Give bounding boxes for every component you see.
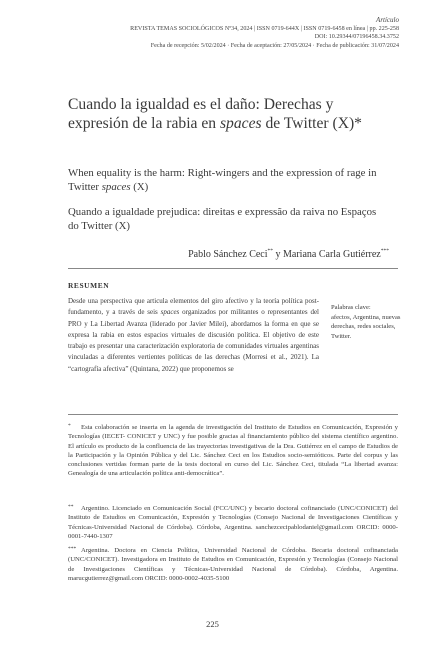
footnote-3	[68, 545, 398, 583]
abstract-part-b: organizados por militantes o representantes del PRO y La Libertad Avanza (liderado por Javier Milei), abordamos la forma en que se expresa la rabia en estos espacios virtuales de discusión política. El objetivo de este trabajo es presentar una caracterización exploratoria de comunidades virtuales argentinas vinculadas a diferentes vertientes políticas de las derechas (Morresi et al., 2021). La “cartografía afectiva” (Quintana, 2022) que proponemos se	[68, 308, 319, 373]
abstract-part-a: Desde una perspectiva que articula elementos del giro afectivo y la teoría política post-fundamento, y a través de seis	[68, 297, 319, 317]
keywords-box	[331, 303, 401, 341]
footnote-divider	[68, 414, 398, 415]
footnote-2-text: Argentino. Licenciado en Comunicación Social (FCC/UNC) y becario doctoral cofinanciado (UNC/CONICET) del Instituto de Estudios en Comunicación, Expresión y Tecnologías (Consejo Nacional de Investigaciones Científicas y Técnicas-Universidad Nacional de Córdoba). Córdoba, Argentina. sanchezcecipablodaniel@gmail.com ORCID: 0000-0001-7440-1307	[68, 505, 398, 540]
keywords-label: Palabras clave:	[331, 304, 371, 311]
journal-header	[130, 16, 399, 50]
footnote-2	[68, 503, 398, 541]
title-spanish	[68, 95, 388, 133]
abstract-text	[68, 296, 319, 375]
footnote-2-mark: **	[68, 504, 74, 510]
dates-line: Fecha de recepción: 5/02/2024 · Fecha de aceptación: 27/05/2024 · Fecha de publicación: 31/07/2024	[150, 42, 399, 49]
title-es-italic: spaces	[219, 115, 262, 132]
footnote-1-mark: *	[68, 423, 71, 429]
author-line	[188, 245, 389, 261]
section-label: Artículo	[376, 16, 399, 24]
author-2-mark[interactable]: ***	[380, 248, 389, 254]
journal-line: REVISTA TEMAS SOCIOLÓGICOS Nº34, 2024 | ISSN 0719-644X | ISSN 0719-6458 en línea | pp. 225-258	[130, 25, 399, 32]
footnote-3-text: Argentina. Doctora en Ciencia Política, Universidad Nacional de Córdoba. Becaria doctoral cofinanciada (UNC/CONICET). Investigadora en Instituto de Estudios en Comunicación, Expresión y Tecnologías (Consejo Nacional de Investigaciones Científicas y Técnicas-Universidad Nacional de Córdoba). Córdoba, Argentina. marucgutierrez@gmail.com ORCID: 0000-0002-4035-5100	[68, 547, 398, 582]
footnote-1	[68, 422, 398, 479]
page-number: 225	[206, 619, 219, 629]
title-es-part2: de Twitter (X)*	[261, 115, 362, 132]
author-connector: y	[273, 249, 284, 260]
title-en-part1: When equality is the harm: Right-wingers and the expression of rage in Twitter	[68, 167, 377, 194]
title-portuguese: Quando a igualdade prejudica: direitas e expressão da raiva no Espaços do Twitter (X)	[68, 206, 377, 233]
author-1-mark[interactable]: **	[267, 248, 274, 254]
keywords-text: afectos, Argentina, nuevas derechas, redes sociales, Twitter.	[331, 313, 401, 340]
section-divider	[68, 268, 398, 269]
doi-line[interactable]: DOI: 10.29344/07196458.34.3752	[314, 34, 399, 41]
title-en-italic: spaces	[101, 181, 131, 194]
abstract-italic: spaces	[160, 308, 180, 317]
title-es-part1: Cuando la igualdad es el daño: Derechas y expresión de la rabia en	[68, 96, 334, 132]
author-1: Pablo Sánchez Ceci	[188, 249, 268, 260]
footnote-1-text: Esta colaboración se inserta en la agenda de investigación del Instituto de Estudios en Comunicación, Expresión y Tecnologías (IECET- CONICET y UNC) y fue posible gracias al financiamiento público del sistema científico argentino. El artículo es producto de la confluencia de las trayectorias investigativas de la Dra. Gutiérrez en el campo de Estudios de la Participación y la Opinión Pública y del Lic. Sánchez Ceci en los Estudios socio-semióticos. Parte del corpus y las conclusiones vertidas forman parte de la tesis doctoral en curso del Lic. Sánchez Ceci, titulada “La libertad avanza: Genealogía de una articulación política anti-democrática”.	[68, 424, 398, 478]
author-2: Mariana Carla Gutiérrez	[283, 249, 381, 260]
resumen-heading: RESUMEN	[68, 281, 110, 290]
footnote-3-mark: ***	[68, 546, 77, 552]
title-en-part2: (X)	[130, 181, 149, 194]
title-english	[68, 166, 388, 194]
